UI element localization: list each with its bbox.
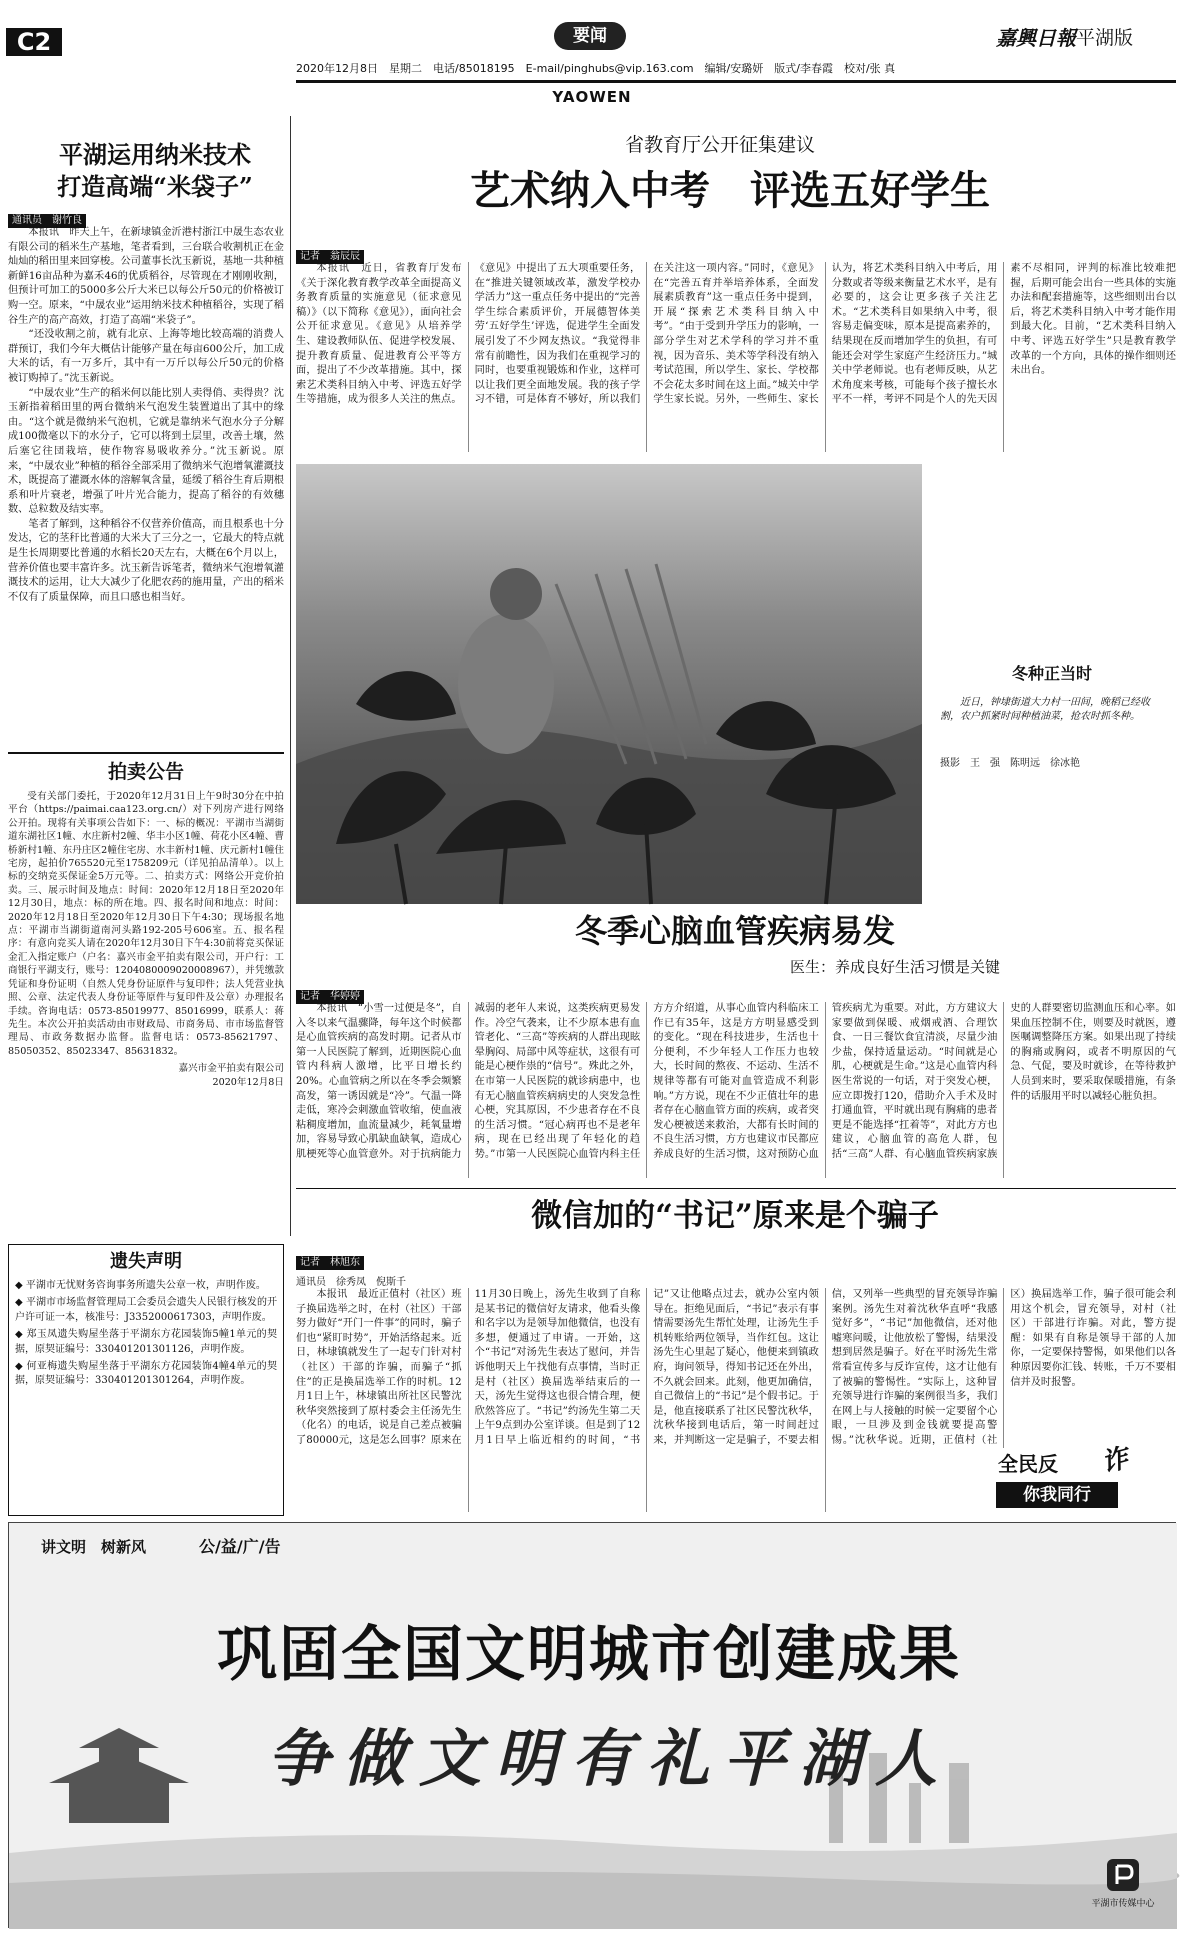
photo-caption: 近日，钟埭街道大力村一田间，晚稻已经收割，农户抓紧时间种植油菜，抢农时抓冬种。 xyxy=(940,697,1150,722)
lost-notice-item xyxy=(15,1279,277,1293)
lost-notice-box xyxy=(8,1244,284,1516)
byline-bar: 记者 华婷婷 xyxy=(296,990,364,1004)
byline-bar: 记者 翁辰辰 xyxy=(296,250,364,264)
farm-photo xyxy=(296,464,922,904)
lost-notice-text: 何亚梅遗失购屋坐落于平湖东方花园装饰4幢4单元的契据，原契证编号：330401201301264，声明作废。 xyxy=(15,1361,277,1387)
scam-article-body: 本报讯 最近正值村（社区）班子换届选举之时，在村（社区）干部努力做好“开门一件事”的同时，骗子们也“紧盯时势”，开始活络起来。近日，林埭镇就发生了一起专门针对村（社区）干部的诈骗，而骗子“抓住”的正是换届选举工作的时机。12月1日上午，林埭镇出所社区民警沈秋华突然接到了原村委会主任汤先生（化名）的电话，说是自己差点被骗了80000元，这是怎么回事？原来在11月30日晚上，汤先生收到了自称是某书记的微信好友请求，他看头像和名字以为是领导加他微信，也没有多想，便通过了申请。一开始，这个“书记”对汤先生表达了慰问，并告诉他明天上午找他有点事情，当时正是村（社区）换届选举结束后的一天，汤先生觉得这也很合情合理，便欣然答应了。“书记”约汤先生第二天上午9点到办公室详谈。但是到了12月1日早上临近相约的时间，“书记”又让他略点过去，就办公室内领导在。拒绝见面后，“书记”表示有事情需要汤先生帮忙处理，让汤先生手机转账给两位领导，当作红包。这让汤先生心里起了疑心，他便来到镇政府，询问领导，得知书记还在外出，不久就会回来。此刻，他更加确信，自己微信上的“书记”是个假书记。于是，他直接联系了社区民警沈秋华，沈秋华接到电话后，第一时间赶过来，并判断这一定是骗子，不要去相信，又列举一些典型的冒充领导诈骗案例。汤先生对着沈秋华直呼“我感觉好多”，“书记”加他微信，还对他嘘寒问暖，让他放松了警惕，结果没想到居然是骗子。好在平时汤先生常常看宣传多与反诈宣传，这才让他有了被骗的警惕性。“实际上，这种冒充领导进行诈骗的案例很当多，我们在网上与人接触的时候一定要留个心眼，一旦涉及到金钱就要提高警惕。”沈秋华说。近期，正值村（社区）换届选举工作，骗子很可能会利用这个机会，冒充领导，对村（社区）干部进行诈骗。对此，警方提醒：如果有自称是领导干部的人加你，一定要保持警惕，如果他们以各种原因要你汇钱、转账，千万不要相信并及时报警。 xyxy=(296,1289,1176,1446)
nano-headline-1: 平湖运用纳米技术 xyxy=(59,140,251,169)
auction-date: 2020年12月8日 xyxy=(212,1076,284,1088)
farm-photo-image xyxy=(296,464,922,904)
bullet-icon: ◆ xyxy=(15,1361,27,1373)
lost-notice-text: 平湖市无忧财务咨询事务所遗失公章一枚，声明作废。 xyxy=(25,1280,266,1291)
lost-notice-text: 平湖市市场监督管理局工会委员会遗失人民银行核发的开户许可证一本，核准号：J3352000617303，声明作废。 xyxy=(15,1297,278,1323)
ad-header-left: 讲文明 树新风 xyxy=(41,1538,147,1556)
media-center-logo-mark xyxy=(1105,1857,1141,1893)
ad-calligraphy: 争做文明有礼平湖人 xyxy=(266,1722,951,1795)
nano-article-body: 本报讯 昨天上午，在新埭镇金沂港村浙江中晟生态农业有限公司的稻米生产基地，笔者看到，三台联合收割机正在金灿灿的稻田里来回穿梭。公司董事长沈玉新说，基地一共种植新鲜16亩品种为嘉禾46的优质稻谷，尽管现在才刚刚收割，但预计可加工的5000多公斤大米已以每公斤50元的价格被订购一空。原来，“中晟农业”运用纳米技术种植稻谷，实现了稻谷生产的高产高效，打造了高端“米袋子”。 “还没收割之前，就有北京、上海等地比较高端的消费人群预订，我们今年大概估计能够产量在每亩600公斤，加工成大米的话，有一万多斤，其中有一万斤以每公斤50元的价格被订购掉了。”沈玉新说。 “中晟农业”生产的稻米何以能比别人卖得俏、卖得贵？沈玉新指着稻田里的两台微纳米气泡发生装置道出了其中的缘由。“这个就是微纳米气泡机，它就是靠纳米气泡水分子分解成100微毫以下的水分子，它可以将到土层里，改善土壤，然后塞它往団栽培，使作物容易吸收养分。”沈玉新说。原来，“中晟农业”种植的稻谷全部采用了微纳米气泡增氧灌溉技术，既提高了灌溉水体的溶解氧含量，延缓了稻谷生育后期根系和叶片衰老，增强了叶片光合能力，提高了稻谷的有效穗数、总粒数及结实率。 笔者了解到，这种稻谷不仅营养价值高，而且根系也十分发达，它的茎秆比普通的大米大了三分之一，它最大的特点就是生长周期要比普通的水稻长20天左右，大概在6个月以上，营养价值也要丰富许多。沈玉新告诉笔者，微纳米气泡增氧灌溉技术的运用，让大大减少了化肥农药的施用量，产出的稻米不仅有了质量保障，而且口感也相当好。 xyxy=(8,227,284,603)
nano-byline xyxy=(8,208,284,224)
edu-article-body: 本报讯 近日，省教育厅发布《关于深化教育教学改革全面提高义务教育质量的实施意见（征求意见稿）》（以下简称《意见》），面向社会公开征求意见。《意见》从培养学生、建设教师队伍、促进学校发展、提升教育质量、促进教育公平等方面，提出了不少改革措施。其中，探索艺术类科目纳入中考、评选五好学生等措施，成为很多人关注的焦点。《意见》中提出了五大项重要任务，在“推进关键领域改革，激发学校办学活力”这一重点任务中提出的“完善学生综合素质评价，开展德智体美劳‘五好学生’评选，促进学生全面发展引发了不少网友热议。“我觉得非常有前瞻性，因为我们在重视学习的同时，也要重视锻炼和作业，这样可以让我们更全面地发展。我的孩子学习不错，可是体育不够好，所以我们在关注这一项内容。”同时，《意见》在“完善五育并举培养体系，全面发展素质教育”这一重点任务中提到，开展“探索艺术类科目纳入中考”。“由于受到升学压力的影响，一部分学生对艺术学科的学习并不重视，因为音乐、美术等学科没有纳入考试范围，所以学生、家长、学校都不会花太多时间在这上面。”城关中学学生家长说。另外，一些师生、家长认为，将艺术类科目纳入中考后，用分数或者等级来衡量艺术水平，是有必要的，这会让更多孩子关注艺术。“艺术类科目如果纳入中考，很容易走偏变味，原本是提高素养的，结果现在反而增加学生的负担，有可能还会对学生家庭产生经济压力。”城关中学老师说。也有老师反映，从艺术角度来考核，可能每个孩子擅长水平不一样，考评不同是个人的先天因素不尽相同，评判的标准比较难把握，后期可能会出台一些具体的实施办法和配套措施等，这些细则出台以后，将艺术类科目纳入中考才能作用到最大化。目前，“艺术类科目纳入中考、评选五好学生”只是教育教学改革的一个方向，具体的操作细则还未出台。 xyxy=(296,263,1176,406)
lost-notice-item xyxy=(15,1360,277,1389)
heart-subtitle: 医生：养成良好生活习惯是关键 xyxy=(789,958,1000,976)
bullet-icon: ◆ xyxy=(15,1329,27,1341)
lost-notice-item xyxy=(15,1328,277,1357)
edu-kicker: 省教育厅公开征集建议 xyxy=(624,134,815,156)
badge-line-2: 你我同行 xyxy=(996,1482,1118,1508)
lost-notice-title: 遗失声明 xyxy=(110,1251,182,1272)
nano-headline-2: 打造高端“米袋子” xyxy=(57,172,253,201)
byline-bar: 记者 林旭东 xyxy=(296,1256,364,1270)
photo-title: 冬种正当时 xyxy=(1011,664,1092,683)
public-service-ad xyxy=(8,1522,1176,1928)
paper-logo: 嘉興日報 xyxy=(996,26,1076,50)
page-number: C2 xyxy=(6,28,62,56)
ad-header-right: 公/益/广/告 xyxy=(199,1537,281,1556)
section-english: YAOWEN xyxy=(552,88,632,106)
photo-credit: 摄影 王 强 陈明远 徐冰艳 xyxy=(940,758,1080,769)
heart-headline: 冬季心脑血管疾病易发 xyxy=(574,912,895,950)
anti-fraud-badge xyxy=(992,1443,1168,1512)
auction-body: 受有关部门委托，于2020年12月31日上午9时30分在中拍平台（https://paimai.caa123.org.cn/）对下列房产进行网络公开拍。现将有关事项公告如下：一、标的概况：平湖市当湖街道东湖社区1幢、水庄新村2幢、华丰小区1幢、荷花小区4幢、曹桥新村1幢、东丹庄区2幢住宅房、水丰新村1幢、庆元新村1幢住宅房，起拍价765520元至1758209元（详见拍品清单）。以上标的交纳竞买保证金5万元等。二、拍卖方式：网络公开竞价拍卖。三、展示时间及地点：时间：2020年12月18日至2020年12月30日，地点：标的所在地。四、报名时间和地点：时间：2020年12月18日至2020年12月30日下午4:30；现场报名地点：平湖市当湖街道南河头路192-205号606室。五、报名程序：有意向竞买人请在2020年12月30日下午4:30前将竞买保证金汇入指定账户（户名：嘉兴市金平拍卖有限公司，开户行：工商银行平湖支行，账号：1204080009020008967），并凭缴款凭证和身份证明（自然人凭身份证原件与复印件；法人凭营业执照、公章、法定代表人身份证等原件与复印件及公章）办理报名手续。咨询电话：0573-85019977、85016999，联系人：蒋先生。本次公开拍卖活动由市财政局、市商务局、市市场监督管理局、市政务数据办监督。监督电话：0573-85621797、85050352、85023347、85631832。 嘉兴市金平拍卖有限公司 2020年12月8日 xyxy=(8,791,284,1088)
edu-headline: 艺术纳入中考 评选五好学生 xyxy=(470,167,990,214)
auction-signer: 嘉兴市金平拍卖有限公司 xyxy=(178,1063,284,1075)
ad-slogan: 巩固全国文明城市创建成果 xyxy=(217,1620,961,1690)
edition-label: 平湖版 xyxy=(1076,27,1134,49)
media-center-name: 平湖市传媒中心 xyxy=(1091,1899,1155,1909)
media-center-logo xyxy=(1077,1857,1169,1923)
badge-line-1: 全民反 xyxy=(998,1452,1058,1476)
byline-contributors: 通讯员 徐秀凤 倪斯千 xyxy=(296,1277,406,1288)
byline-bar: 通讯员 谢竹良 xyxy=(8,214,86,228)
lost-notice-list xyxy=(9,1279,283,1389)
bullet-icon: ◆ xyxy=(15,1297,26,1309)
section-badge: 要闻 xyxy=(554,22,626,50)
auction-title: 拍卖公告 xyxy=(107,761,184,783)
badge-fraud-char: 诈 xyxy=(1098,1443,1132,1479)
issue-info: 2020年12月8日 星期二 电话/85018195 E-mail/pinghubs@vip.163.com 编辑/安璐妍 版式/李春霞 校对/张 真 xyxy=(296,62,896,75)
bullet-icon: ◆ xyxy=(15,1280,26,1291)
heart-article-body: 本报讯 “小雪一过便是冬”，自入冬以来气温骤降，每年这个时候都是心血管疾病的高发时期。记者从市第一人民医院了解到，近期医院心血管内科病人激增，比平日增长约20%。心血管病之所以在冬季会频繁高发，第一诱因就是“冷”。气温一降走低，寒冷会刺激血管收缩，使血液粘稠度增加，血流量减少，耗氧量增加，容易导致心肌缺血缺氧，造成心肌梗死等心血管意外。对于抗病能力减弱的老年人来说，这类疾病更易发作。冷空气袭来，让不少原本患有血管老化、“三高”等疾病的人群出现眩晕胸闷、局部中风等症状，这很有可能是心梗作祟的“信号”。殊此之外，在市第一人民医院的就诊病患中，也有无心脑血管疾病病史的人突发急性心梗，究其原因，不少患者存在不良的生活习惯。“冠心病再也不是老年病，现在已经出现了年轻化的趋势。”市第一人民医院心血管内科主任方方介绍道，从事心血管内科临床工作已有35年，这是方方明显感受到的变化。“现在科技进步，生活也十分便利，不少年轻人工作压力也较大，长时间的熬夜、不运动、生活不规律等都有可能对血管造成不利影响。”方方说，现在不少正值壮年的患者存在心脑血管方面的疾病，或者突发心梗被送来救治，大都有长时间的不良生活习惯，方方也建议市民都应养成良好的生活习惯，这对预防心血管疾病尤为重要。对此，方方建议大家要做到保暖、戒烟戒酒、合理饮食、一日三餐饮食宜清淡，尽量少油少盐，保持适量运动。“时间就是心肌，心梗就是生命。”这是心血管内科医生常说的一句话，对于突发心梗，应立即拨打120，借助介入手术及时打通血管，平时就出现有胸痛的患者更是不能选择“扛着等”，对此方方也建议，心脑血管的高危人群，包括“三高”人群、有心脑血管疾病家族史的人群要密切监测血压和心率。如果血压控制不住，则要及时就医，遵医嘱调整降压方案。如果出现了持续的胸痛或胸闷，或者不明原因的气急、气促，要及时就诊，在等待救护人员到来时，要采取保暖措施，有条件的话服用平时以减轻心脏负担。 xyxy=(296,1003,1176,1160)
lost-notice-item xyxy=(15,1296,277,1325)
lost-notice-text: 郑玉凤遗失购屋坐落于平湖东方花园装饰5幢1单元的契据，原契证编号：330401201301126，声明作废。 xyxy=(15,1329,277,1355)
scam-headline: 微信加的“书记”原来是个骗子 xyxy=(531,1198,939,1234)
